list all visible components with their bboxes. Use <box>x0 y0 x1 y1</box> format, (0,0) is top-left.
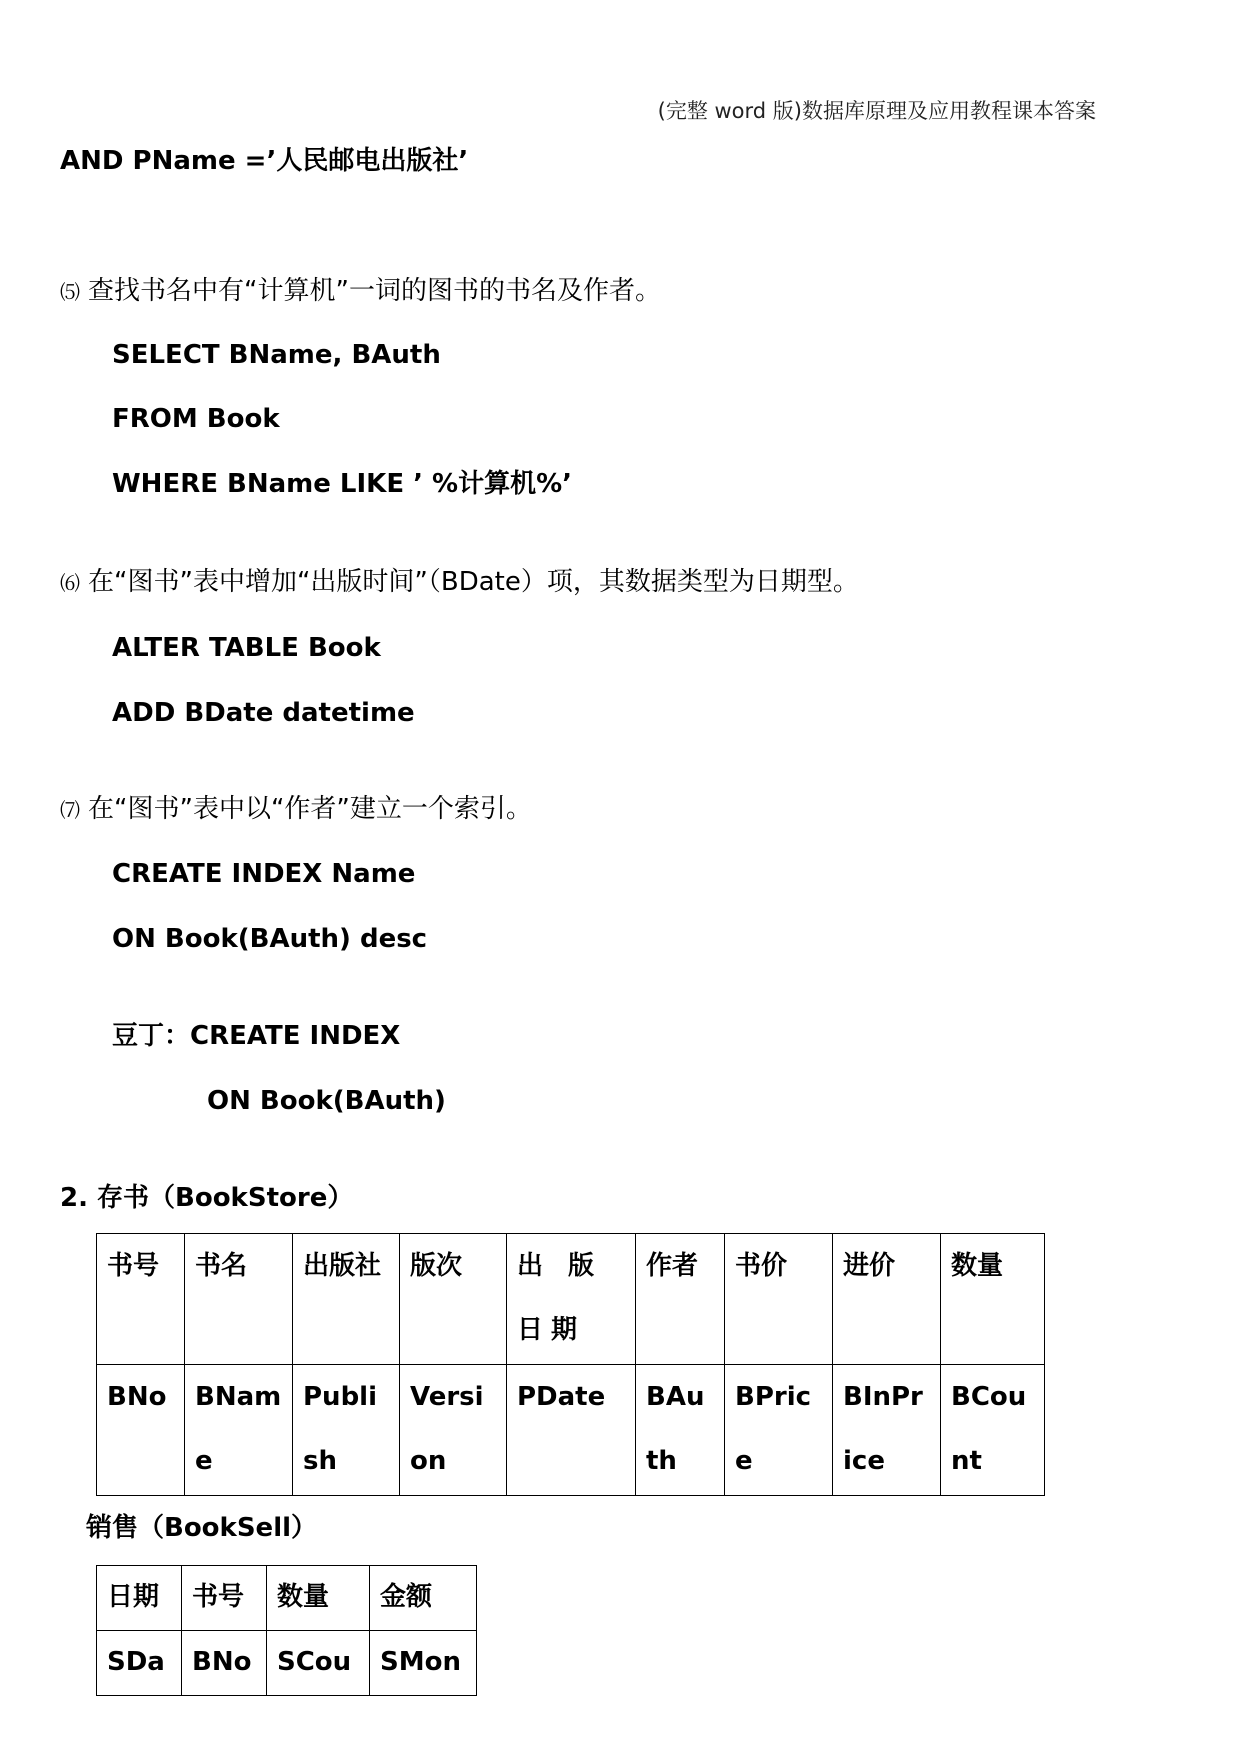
top-sql-line: AND PName =’人民邮电出版社’ <box>60 146 469 176</box>
section2-title: 2. 存书（BookStore） <box>60 1183 354 1213</box>
table-row <box>97 1365 1045 1496</box>
table-header-cell: 日期 <box>97 1566 182 1631</box>
table-header-cell: 书号 <box>97 1234 185 1365</box>
q5-sql-line-1: SELECT BName, BAuth <box>112 340 441 370</box>
table-header-cell: 书价 <box>725 1234 833 1365</box>
q5-number: ⑸ <box>60 280 80 304</box>
table-header-cell: 进价 <box>833 1234 941 1365</box>
table-header-cell: 作者 <box>636 1234 725 1365</box>
q5-sql-line-2: FROM Book <box>112 404 280 434</box>
q5-question <box>60 274 661 309</box>
table-cell: BName <box>185 1365 293 1496</box>
table-cell: Version <box>400 1365 507 1496</box>
q7-alt-line-1: 豆丁：CREATE INDEX <box>112 1021 401 1051</box>
q5-sql-line-3: WHERE BName LIKE ’ %计算机%’ <box>112 469 573 499</box>
q6-sql-line-1: ALTER TABLE Book <box>112 633 381 663</box>
table-header-cell: 书号 <box>182 1566 267 1631</box>
table-header-cell: 出 版 日期 <box>507 1234 636 1365</box>
table-header-cell: 版次 <box>400 1234 507 1365</box>
table-header-cell: 数量 <box>267 1566 370 1631</box>
table-cell: BNo <box>182 1631 267 1696</box>
q7-sql-line-1: CREATE INDEX Name <box>112 859 416 889</box>
q7-sql-line-2: ON Book(BAuth) desc <box>112 924 428 954</box>
table-header-cell: 金额 <box>370 1566 477 1631</box>
table-cell: SCou <box>267 1631 370 1696</box>
table-cell: BCount <box>941 1365 1045 1496</box>
q6-sql-line-2: ADD BDate datetime <box>112 698 415 728</box>
q7-number: ⑺ <box>60 798 80 822</box>
booksell-table <box>96 1565 477 1696</box>
table-cell: BAuth <box>636 1365 725 1496</box>
table-row <box>97 1631 477 1696</box>
table-cell: Publish <box>293 1365 400 1496</box>
table-row <box>97 1566 477 1631</box>
table-cell: BPrice <box>725 1365 833 1496</box>
table-header-cell: 数量 <box>941 1234 1045 1365</box>
table-cell: SMon <box>370 1631 477 1696</box>
table-cell: PDate <box>507 1365 636 1496</box>
q6-text: 在“图书”表中增加“出版时间”（BDate）项，其数据类型为日期型。 <box>88 567 859 597</box>
table-cell: BInPrice <box>833 1365 941 1496</box>
table-header-cell: 书名 <box>185 1234 293 1365</box>
q5-text: 查找书名中有“计算机”一词的图书的书名及作者。 <box>88 276 661 306</box>
q7-alt-line-2: ON Book(BAuth) <box>207 1086 446 1116</box>
q6-question <box>60 565 859 600</box>
q6-number: ⑹ <box>60 571 80 595</box>
q7-text: 在“图书”表中以“作者”建立一个索引。 <box>88 794 532 824</box>
table-header-cell: 出版社 <box>293 1234 400 1365</box>
page-header: (完整 word 版)数据库原理及应用教程课本答案 <box>657 99 1096 123</box>
bookstore-table <box>96 1233 1045 1496</box>
table-cell: SDa <box>97 1631 182 1696</box>
table-row <box>97 1234 1045 1365</box>
sell-title: 销售（BookSell） <box>86 1513 318 1543</box>
table-cell: BNo <box>97 1365 185 1496</box>
q7-question <box>60 792 532 827</box>
